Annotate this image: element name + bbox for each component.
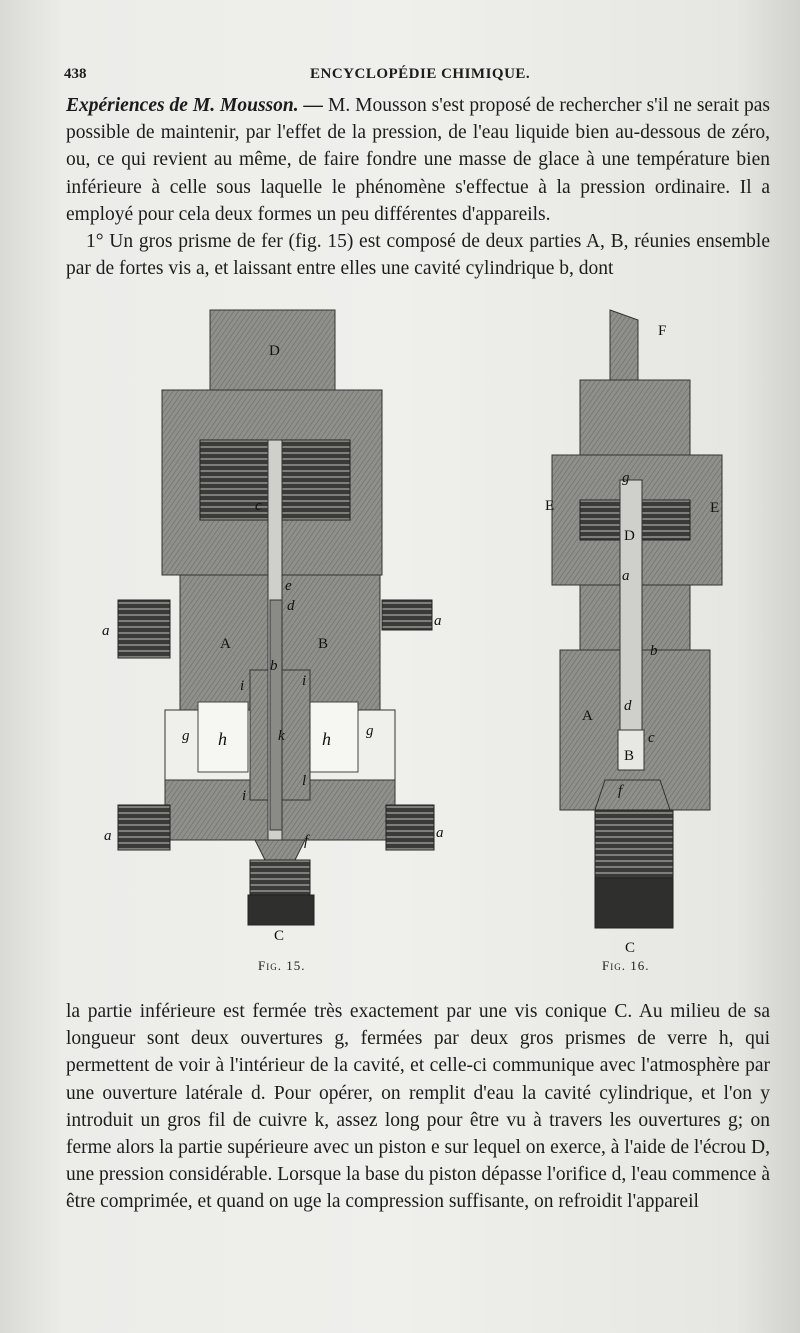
label: i [242, 788, 247, 804]
paragraph-text: 1° Un gros prisme de fer (fig. 15) est composé de deux parties A, B, réunies ensemble par de fortes vis a, et laissant entre elles une cavité cylindrique b, dont [66, 231, 770, 280]
label: d [287, 598, 295, 614]
label: a [434, 613, 442, 629]
lower-thread [595, 810, 673, 880]
label: E [710, 500, 720, 516]
label: a [104, 828, 112, 844]
cone-f [595, 780, 670, 810]
apparatus-illustrations [90, 300, 770, 990]
cylindrical-cavity [270, 600, 282, 830]
running-head [64, 62, 724, 84]
paragraph-text: M. Mousson s'est proposé de rechercher s'il ne serait pas possible de maintenir, par l'effet de la pression, de l'eau liquide bien au-dessous de zéro, ou, ce qui revient au même, de faire fondre une masse de glace à une température bien inférieure à celle sous laquelle le phénomène s'effectue à la pression ordinaire. Il a employé pour cela deux formes un peu différentes d'appareils. [66, 95, 770, 225]
screw-d-right [382, 600, 432, 630]
figure-16-caption: Fig. 16. [602, 958, 650, 973]
plug-thread [250, 860, 310, 900]
label: C [625, 940, 636, 956]
label: h [322, 729, 331, 749]
label: g [182, 728, 190, 744]
label: A [220, 636, 231, 652]
label: E [545, 498, 555, 514]
paragraph-lead: Expériences de M. Mousson. — [66, 95, 324, 116]
figures-area [90, 300, 770, 990]
figure-15-drawing [118, 310, 434, 925]
label: F [658, 323, 667, 339]
figure-15-caption: Fig. 15. [258, 958, 306, 973]
label: e [285, 578, 292, 594]
label: g [622, 470, 630, 486]
label: k [278, 728, 285, 744]
label: h [218, 729, 227, 749]
label: c [255, 498, 262, 514]
label: D [269, 343, 280, 359]
screw-a-left-top [118, 600, 170, 658]
paragraph [66, 998, 770, 1216]
label: A [582, 708, 593, 724]
paragraph [66, 92, 770, 228]
plug-C-head [595, 878, 673, 928]
body-text-top [66, 92, 770, 282]
label: a [436, 825, 444, 841]
label: d [624, 698, 632, 714]
label: c [648, 730, 655, 746]
label: l [302, 773, 307, 789]
paragraph-text: la partie inférieure est fermée très exactement par une vis conique C. Au milieu de sa longueur sont deux ouvertures g, fermées par deux gros prismes de verre h, qui permettent de voir à l'intérieur de la cavité, et celle-ci communique avec l'atmosphère par une ouverture latérale d. Pour opérer, on remplit d'eau la cavité cylindrique, et l'on y introduit un gros fil de cuivre k, assez long pour être vu à travers les ouvertures g; on ferme alors la partie supérieure avec un piston e sur lequel on exerce, à l'aide de l'écrou D, une pression considérable. Lorsque la base du piston dépasse l'orifice d, l'eau commence à être comprimée, et quand on uge la compression suffisante, on refroidit l'appareil [66, 1001, 770, 1213]
label: f [304, 833, 309, 849]
label: a [622, 568, 630, 584]
label: a [102, 623, 110, 639]
screw-a-left-bottom [118, 805, 170, 850]
paragraph [66, 228, 770, 282]
page-number: 438 [64, 66, 87, 82]
label: i [240, 678, 245, 694]
label: b [650, 643, 658, 659]
label: g [366, 723, 374, 739]
label: C [274, 928, 285, 944]
label: b [270, 658, 278, 674]
label: B [624, 748, 635, 764]
body-text-bottom [66, 998, 770, 1216]
glass-prism-right [308, 702, 358, 772]
conical-plug [255, 840, 305, 860]
label: D [624, 528, 635, 544]
plug-C-head [248, 895, 314, 925]
screw-a-right-bottom [386, 805, 434, 850]
label: i [302, 673, 307, 689]
figure-16-drawing [552, 310, 722, 928]
label: B [318, 636, 329, 652]
running-title: ENCYCLOPÉDIE CHIMIQUE. [310, 66, 531, 82]
label: f [618, 783, 623, 799]
